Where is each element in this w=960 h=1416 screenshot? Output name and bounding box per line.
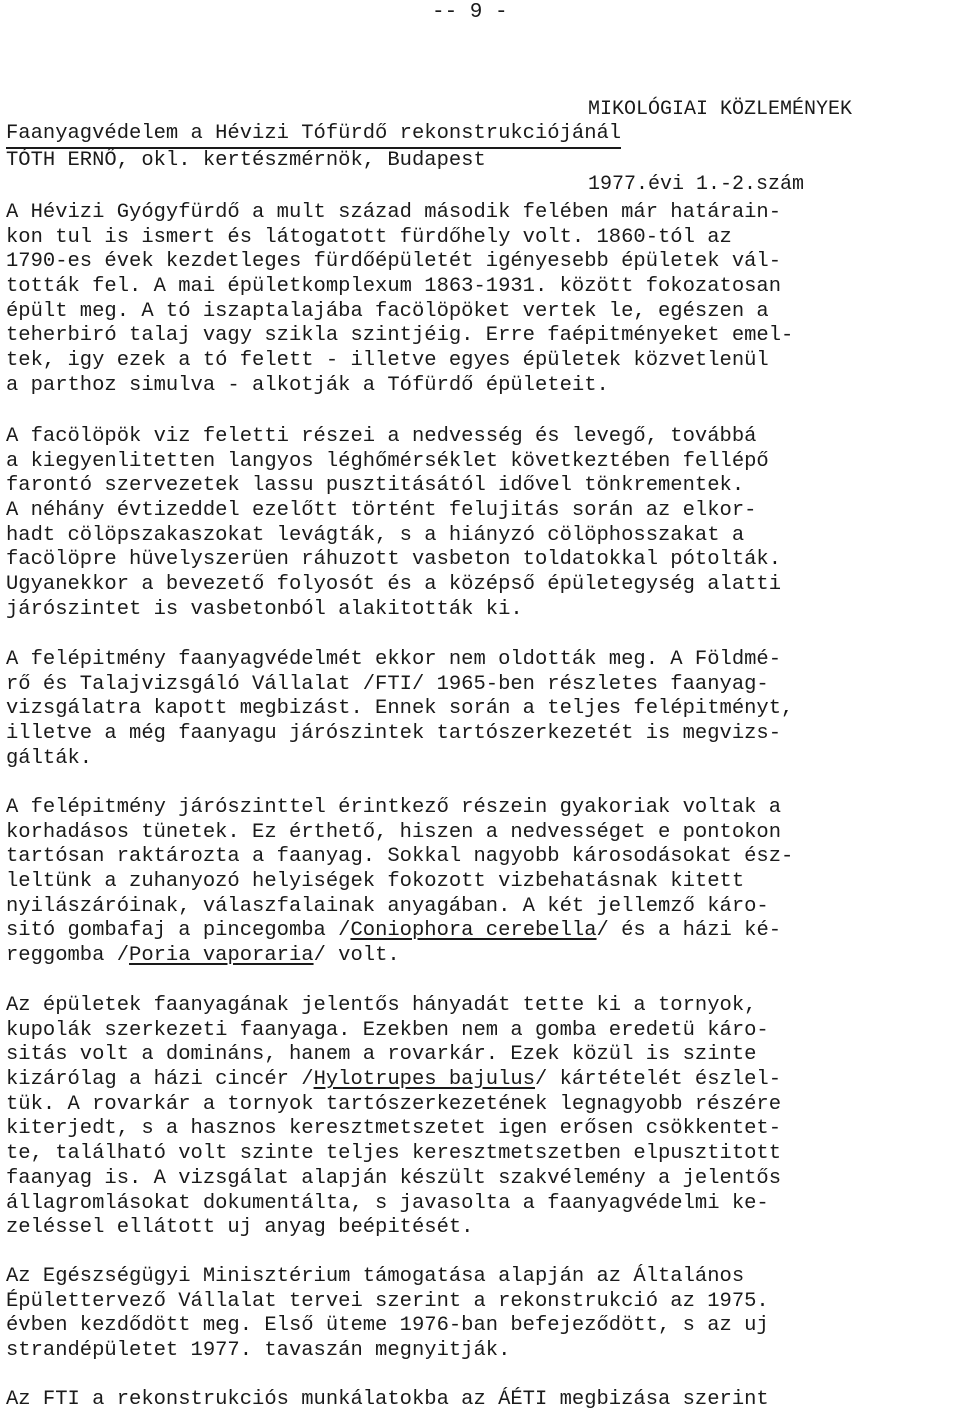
text-line: gálták. (6, 746, 93, 770)
text-line (6, 944, 954, 969)
paragraph-4 (6, 796, 954, 969)
text-line: tották fel. A mai épületkomplexum 1863-1931. között fokozatosan (6, 275, 782, 299)
page-number: -- 9 - (432, 1, 508, 24)
species-name-hylotrupes: Hylotrupes bajulus (313, 1068, 535, 1092)
text-line: A facölöpök viz feletti részei a nedvesség és levegő, továbbá (6, 425, 757, 448)
species-name-coniophora: Coniophora cerebella (350, 919, 597, 943)
text-line: sitás volt a domináns, hanem a rovarkár. Ezek közül is szinte (6, 1043, 757, 1067)
text-line: teherbiró talaj vagy szikla szintjéig. Erre faépitményeket emel- (6, 324, 794, 348)
paragraph-1 (6, 201, 954, 399)
paragraph-6 (6, 1265, 954, 1364)
journal-name: MIKOLÓGIAI KÖZLEMÉNYEK (588, 98, 853, 121)
text-line: A felépitmény járószinttel érintkező részein gyakoriak voltak a (6, 796, 782, 819)
text-line: kiterjedt, s a hasznos keresztmetszetet igen erősen csökkentet- (6, 1117, 782, 1141)
text-line: facölöpre hüvelyszerüen ráhuzott vasbeton toldatokkal pótolták. (6, 548, 782, 572)
text-line (6, 1068, 954, 1093)
paragraph-7 (6, 1388, 954, 1413)
text-line: nyilászáróinak, válaszfalainak anyagában. A két jellemző káro- (6, 894, 769, 918)
text-line: évben kezdődött meg. Első üteme 1976-ban befejeződött, s az uj (6, 1314, 769, 1338)
text-line: Az Egészségügyi Minisztérium támogatása alapján az Általános (6, 1265, 745, 1288)
paragraph-2 (6, 425, 954, 623)
paragraph-3 (6, 648, 954, 771)
text-line: illetve a még faanyagu járószintek tartószerkezetét is megvizs- (6, 722, 782, 746)
text-segment: / kártételét észlel- (535, 1068, 782, 1092)
text-line: 1790-es évek kezdetleges fürdőépületét igényesebb épületek vál- (6, 250, 782, 274)
text-segment: sitó gombafaj a pincegomba / (6, 919, 351, 943)
text-line: Az épületek faanyagának jelentős hányadát tette ki a tornyok, (6, 994, 757, 1017)
text-line: A néhány évtizeddel ezelőtt történt felujitás során az elkor- (6, 499, 757, 523)
text-line: zeléssel ellátott uj anyag beépitését. (6, 1216, 474, 1240)
text-line: te, található volt szinte teljes keresztmetszetben elpusztitott (6, 1142, 782, 1166)
text-line: a kiegyenlitetten langyos léghőmérséklet következtében fellépő (6, 449, 769, 473)
text-line: Épülettervező Vállalat tervei szerint a rekonstrukció az 1975. (6, 1289, 769, 1313)
paragraph-5 (6, 994, 954, 1241)
article-heading (6, 122, 954, 173)
text-line: korhadásos tünetek. Ez érthető, hiszen a nedvességet e pontokon (6, 820, 782, 844)
text-segment: kizárólag a házi cincér / (6, 1068, 314, 1092)
text-line: állagromlásokat dokumentálta, s javasolta a faanyagvédelmi ke- (6, 1191, 769, 1215)
text-line: kon tul is ismert és látogatott fürdőhely volt. 1860-tól az (6, 225, 732, 249)
text-line: kupolák szerkezeti faanyaga. Ezekben nem a gomba eredetü káro- (6, 1018, 769, 1042)
text-line: farontó szervezetek lassu pusztitásától idővel tönkrementek. (6, 474, 745, 498)
text-line: a parthoz simulva - alkotják a Tófürdő épületeit. (6, 373, 609, 397)
article-author: TÓTH ERNŐ, okl. kertészmérnök, Budapest (6, 148, 486, 172)
text-line: vizsgálatra kapott megbizást. Ennek során a teljes felépitményt, (6, 697, 794, 721)
text-line: A Hévizi Gyógyfürdő a mult század második felében már határain- (6, 201, 782, 224)
text-line: A felépitmény faanyagvédelmét ekkor nem oldották meg. A Földmé- (6, 648, 782, 671)
text-line: tük. A rovarkár a tornyok tartószerkezetének legnagyobb részére (6, 1092, 782, 1116)
text-line: hadt cölöpszakaszokat levágták, s a hiányzó cölöphosszakat a (6, 523, 745, 547)
text-line: tek, igy ezek a tó felett - illetve egyes épületek közvetlenül (6, 349, 769, 373)
species-name-poria: Poria vaporaria (129, 944, 314, 968)
text-line: Az FTI a rekonstrukciós munkálatokba az ÁÉTI megbizása szerint (6, 1388, 769, 1411)
text-line: leltünk a zuhanyozó helyiségek fokozott vizbehatásnak kitett (6, 870, 745, 894)
text-segment: / volt. (313, 944, 400, 968)
text-line: strandépületet 1977. tavaszán megnyitják. (6, 1339, 511, 1363)
text-line (6, 919, 954, 944)
text-line: Ugyanekkor a bevezető folyosót és a középső épületegység alatti (6, 573, 782, 597)
text-line: járószintet is vasbetonból alakitották ki. (6, 597, 523, 621)
text-line: épült meg. A tó iszaptalajába facölöpöket vertek le, egészen a (6, 299, 769, 323)
text-line: faanyag is. A vizsgálat alapján készült szakvélemény a jelentős (6, 1166, 782, 1190)
text-segment: / és a házi ké- (596, 919, 782, 943)
article-title: Faanyagvédelem a Hévizi Tófürdő rekonstrukciójánál (6, 122, 621, 149)
text-segment: reggomba / (6, 944, 130, 968)
journal-issue: 1977.évi 1.-2.szám (588, 173, 805, 196)
text-line: rő és Talajvizsgáló Vállalat /FTI/ 1965-ben részletes faanyag- (6, 672, 769, 696)
text-line: tartósan raktározta a faanyag. Sokkal nagyobb károsodásokat ész- (6, 845, 794, 869)
